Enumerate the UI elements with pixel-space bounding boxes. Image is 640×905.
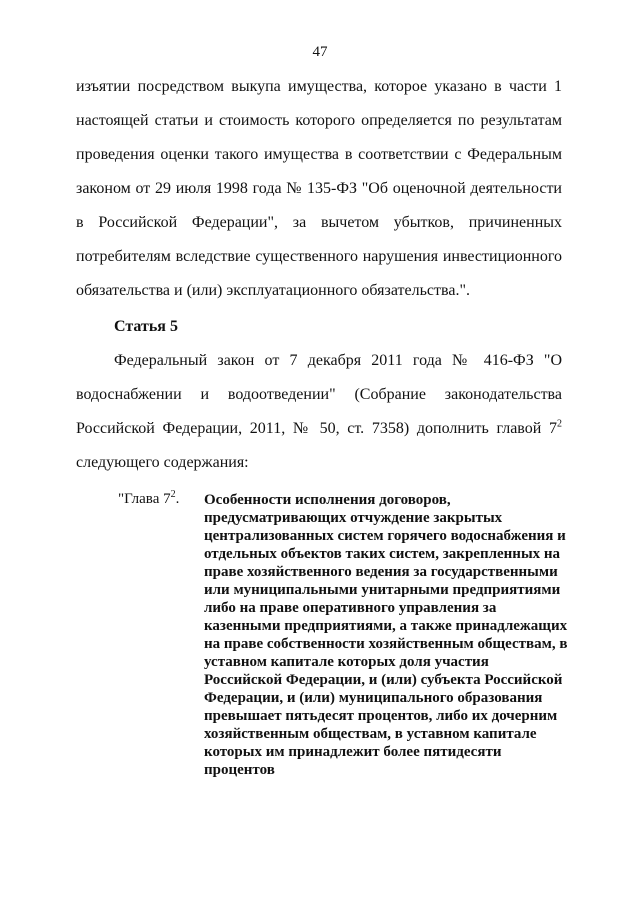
chapter-number-superscript: 2	[557, 418, 562, 430]
article-body-paragraph	[76, 344, 562, 480]
chapter-label	[118, 491, 179, 508]
article-heading: Статья 5	[114, 318, 178, 335]
chapter-label-end: .	[175, 491, 180, 507]
page-number: 47	[312, 44, 328, 60]
article-body-main: Федеральный закон от 7 декабря 2011 года № 416-ФЗ "О водоснабжении и водоотведении" (Собрание законодательства Российской Федерации, 2011, № 50, ст. 7358) дополнить главой 7	[76, 352, 562, 437]
article-body-end: следующего содержания:	[76, 454, 249, 471]
chapter-label-superscript: 2	[170, 489, 176, 500]
continuation-paragraph: изъятии посредством выкупа имущества, которое указано в части 1 настоящей статьи и стоимость которого определяется по результатам проведения оценки такого имущества в соответствии с Федеральным законом от 29 июля 1998 года № 135-ФЗ "Об оценочной деятельности в Российской Федерации", за вычетом убытков, причиненных потребителям вследствие существенного нарушения инвестиционного обязательства и (или) эксплуатационного обязательства.".	[76, 78, 562, 299]
chapter-title: Особенности исполнения договоров, предусматривающих отчуждение закрытых централизованных систем горячего водоснабжения и отдельных объектов таких систем, закрепленных на праве хозяйственного ведения за государственными или муниципальными унитарными предприятиями либо на праве оперативного управления за казенными предприятиями, а также принадлежащих на праве собственности хозяйственным обществам, в уставном капитале которых доля участия Российской Федерации, и (или) субъекта Российской Федерации, и (или) муниципального образования превышает пятьдесят процентов, либо их дочерним хозяйственным обществам, в уставном капитале которых им принадлежит более пятидесяти процентов	[204, 492, 568, 778]
chapter-label-main: "Глава 7	[118, 491, 171, 507]
body-text	[76, 70, 562, 480]
